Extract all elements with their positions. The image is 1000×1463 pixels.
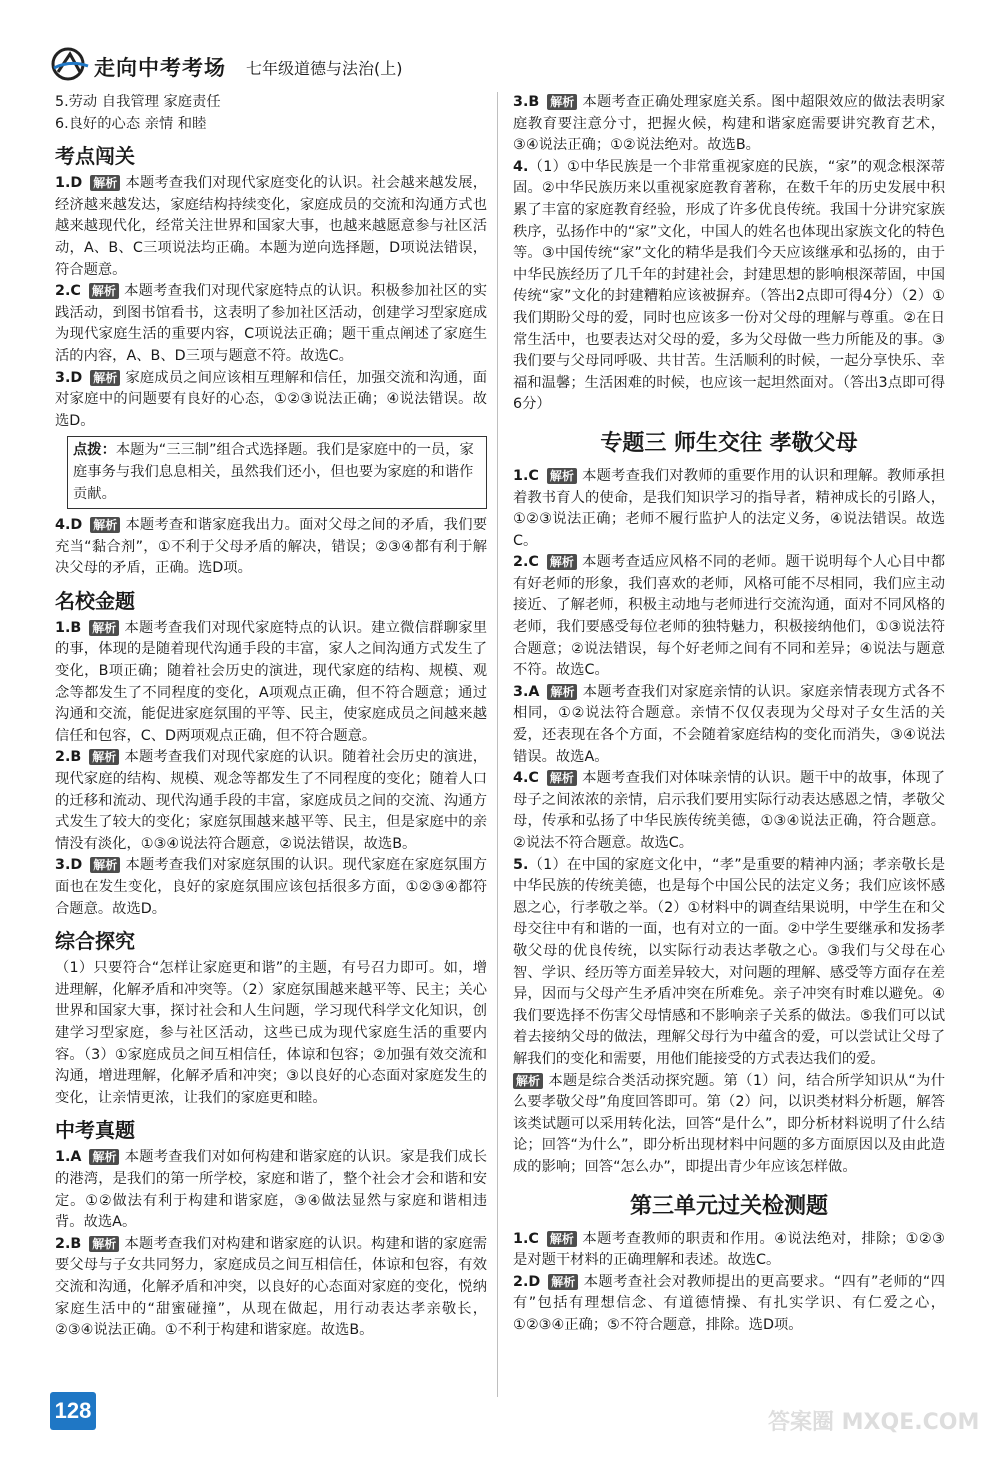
analysis-tag: 解析 bbox=[547, 468, 577, 484]
item-number: 2. bbox=[55, 749, 71, 766]
analysis-tag: 解析 bbox=[89, 283, 119, 299]
item-text: 本题考查教师的职责和作用。④说法绝对，排除；①②③是对题干材料的正确理解和表述。故选C。 bbox=[513, 1230, 945, 1269]
tip-text: 本题为“三三制”组合式选择题。我们是家庭中的一员，家庭事务与我们息息相关，虽然我们还小，但也要为家庭的和谐作贡献。 bbox=[73, 442, 474, 502]
answer-line: 6.良好的心态 亲情 和睦 bbox=[55, 115, 207, 132]
item-text: 本题考查适应风格不同的老师。题干说明每个人心目中都有好老师的形象，我们喜欢的老师，风格可能不尽相同，我们应主动接近、了解老师，积极主动地与老师进行交流沟通，面对不同风格的老师，我们要感受每位老师的独特魅力，积极接纳他们，①③说法符合题意；②说法错误，每个好老师之间有不同和差异；④说法与题意不符。故选C。 bbox=[513, 554, 945, 679]
topic-title: 专题三 师生交往 孝敬父母 bbox=[600, 429, 858, 456]
item-number: 2. bbox=[55, 283, 71, 300]
page-header bbox=[50, 44, 950, 88]
item-answer: C bbox=[528, 770, 539, 787]
item-answer: D bbox=[70, 369, 83, 386]
item-text: 本题考查和谐家庭我出力。面对父母之间的矛盾，我们要充当“黏合剂”，①不利于父母矛盾的解决，错误；②③④都有利于解决父母的矛盾，正确。选D项。 bbox=[55, 517, 487, 577]
section-title: 考点闯关 bbox=[55, 144, 135, 169]
section-title: 名校金题 bbox=[55, 588, 135, 613]
item-number: 2. bbox=[513, 1273, 529, 1290]
item-text: 本题考查我们对教师的重要作用的认识和理解。教师承担着教书育人的使命，是我们知识学习的指导者，精神成长的引路人，①②③说法正确；老师不履行监护人的法定义务，④说法错误。故选C。 bbox=[513, 467, 945, 549]
item-text: （1）①中华民族是一个非常重视家庭的民族，“家”的观念根深蒂固。②中华民族历来以重视家庭教育著称，在数千年的历史发展中积累了丰富的家庭教育经验，形成了许多优良传统。我国十分讲究家族秩序，弘扬作中的“家”文化，中国人的姓名也体现出家族文化的特色等。③中国传统“家”文化的精华是我们今天应该继承和弘扬的，由于中华民族经历了几千年的封建社会，封建思想的影响根深蒂固，中国传统“家”文化的封建糟粕应该被摒弃。（答出2点即可得4分）（2）①我们期盼父母的爱，同时也应该多一份对父母的理解与尊重。②在日常生活中，也要表达对父母的爱，多为父母做一些力所能及的事。③我们要与父母同呼吸、共甘苦。生活顺利的时候，一起分享快乐、幸福和温馨；生活困难的时候，也应该一起坦然面对。（答出3点即可得6分） bbox=[513, 158, 945, 413]
item-text: （1）在中国的家庭文化中，“孝”是重要的精神内涵；孝亲敬长是中华民族的传统美德，也是每个中国公民的法定义务；我们应该怀感恩之心，行孝敬之举。（2）①材料中的调查结果说明，中学生在和父母交往中有和谐的一面，也有对立的一面。②中学生要继承和发扬孝敬父母的优良传统，以实际行动表达孝敬之心。③我们与父母在心智、学识、经历等方面差异较大，对问题的理解、感受等方面存在差异，因而与父母产生矛盾冲突在所难免。亲子冲突有时难以避免。④我们要选择不伤害父母情感和不影响亲子关系的做法。⑤我们可以试着去接纳父母的做法，理解父母行为中蕴含的爱，可以尝试让父母了解我们的变化和需要，用他们能接受的方式表达我们的爱。 bbox=[513, 856, 945, 1067]
watermark-logo bbox=[760, 1405, 980, 1460]
item-answer: D bbox=[70, 517, 83, 534]
item-text: 本题考查我们对现代家庭特点的认识。积极参加社区的实践活动，到图书馆看书，这表明了参加社区活动，创建学习型家庭成为现代家庭生活的重要内容，C项说法正确；题干重点阐述了家庭生活的内容，A、B、D三项与题意不符。故选C。 bbox=[55, 283, 487, 364]
item-number: 1. bbox=[55, 1149, 71, 1166]
answer-item bbox=[513, 466, 945, 552]
item-text: 本题考查正确处理家庭关系。图中超限效应的做法表明家庭教育要注意分寸，把握火候，构建和谐家庭需要讲究教育艺术，③④说法正确；①②说法绝对。故选B。 bbox=[513, 94, 945, 154]
item-number: 3. bbox=[55, 857, 71, 874]
analysis-tag: 解析 bbox=[547, 684, 577, 700]
analysis-tag: 解析 bbox=[547, 1231, 577, 1247]
answer-item bbox=[513, 92, 945, 157]
answer-item bbox=[55, 1234, 487, 1342]
analysis-tag: 解析 bbox=[547, 554, 577, 570]
item-text: 本题考查我们对家庭氛围的认识。现代家庭在家庭氛围方面也在发生变化，良好的家庭氛围应该包括很多方面，①②③④都符合题意。故选D。 bbox=[55, 857, 487, 917]
analysis-tag: 解析 bbox=[90, 370, 120, 386]
item-number: 1. bbox=[55, 175, 71, 192]
book-logo-icon bbox=[50, 46, 90, 82]
item-number: 3. bbox=[513, 94, 529, 110]
item-number: 1. bbox=[55, 619, 71, 636]
tip-label: 点拨： bbox=[73, 442, 116, 459]
analysis-tag: 解析 bbox=[90, 175, 120, 191]
item-number: 4. bbox=[513, 158, 529, 175]
answer-item bbox=[55, 1147, 487, 1233]
tip-box bbox=[67, 436, 487, 509]
answer-item bbox=[513, 768, 945, 854]
item-number: 3. bbox=[513, 683, 529, 700]
item-number: 5. bbox=[513, 856, 529, 873]
answer-item bbox=[55, 368, 487, 433]
answer-line: 5.劳动 自我管理 家庭责任 bbox=[55, 94, 221, 110]
item-number: 3. bbox=[55, 369, 71, 386]
item-answer: D bbox=[528, 1273, 541, 1290]
column-divider bbox=[497, 92, 498, 1397]
item-text: 本题考查我们对体味亲情的认识。题干中的故事，体现了母子之间浓浓的亲情，启示我们要用实际行动表达感恩之情，孝敬父母，传承和弘扬了中华民族传统美德，①③④说法正确，符合题意。②说法不符合题意。故选C。 bbox=[513, 770, 945, 851]
answer-item bbox=[55, 281, 487, 367]
answer-item bbox=[55, 515, 487, 580]
item-text: 本题考查我们对如何构建和谐家庭的认识。家是我们成长的港湾，是我们的第一所学校，家庭和谐了，整个社会才会和谐和安定。①②做法有利于构建和谐家庭，③④做法显然与家庭和谐相违背。故选A。 bbox=[55, 1149, 487, 1231]
item-answer: B bbox=[528, 94, 540, 110]
item-number: 1. bbox=[513, 467, 529, 484]
item-number: 4. bbox=[55, 517, 71, 534]
item-answer: B bbox=[70, 619, 82, 636]
answer-item bbox=[513, 1272, 945, 1337]
watermark-text: 答案圈 MXQE.COM bbox=[768, 1410, 980, 1435]
item-answer: A bbox=[70, 1149, 82, 1166]
item-answer: A bbox=[528, 683, 540, 700]
analysis-tag: 解析 bbox=[89, 1236, 119, 1252]
right-column bbox=[513, 92, 945, 1336]
item-answer: C bbox=[528, 554, 539, 571]
answer-paragraph: （1）只要符合“怎样让家庭更和谐”的主题，有号召力即可。如，增进理解，化解矛盾和冲突等。（2）家庭氛围越来越平等、民主；关心世界和国家大事，探讨社会和人生问题，学习现代科学文化知识，创建学习型家庭，参与社区活动，这些已成为现代家庭生活的重要内容。（3）①家庭成员之间互相信任，体谅和包容；②加强有效交流和沟通，增进理解，化解矛盾和冲突；③以良好的心态面对家庭发生的变化，让亲情更浓，让我们的家庭更和睦。 bbox=[55, 960, 487, 1106]
item-number: 2. bbox=[513, 554, 529, 571]
analysis-tag: 解析 bbox=[513, 1073, 543, 1089]
answer-item bbox=[513, 157, 945, 416]
analysis-tag: 解析 bbox=[547, 770, 577, 786]
item-answer: D bbox=[70, 857, 83, 874]
item-answer: B bbox=[70, 749, 82, 766]
item-text: 本题考查社会对教师提出的更高要求。“四有”老师的“四有”包括有理想信念、有道德情操、有扎实学识、有仁爱之心，①②③④正确；⑤不符合题意，排除。选D项。 bbox=[513, 1273, 945, 1333]
analysis-tag: 解析 bbox=[548, 1274, 578, 1290]
item-number: 1. bbox=[513, 1230, 529, 1247]
unit-title: 第三单元过关检测题 bbox=[629, 1192, 828, 1219]
item-answer: B bbox=[70, 1235, 82, 1252]
answer-item bbox=[513, 855, 945, 1071]
item-answer: C bbox=[528, 1230, 539, 1247]
answer-item bbox=[513, 682, 945, 768]
item-answer: C bbox=[528, 467, 539, 484]
item-number: 2. bbox=[55, 1235, 71, 1252]
item-text: 本题考查我们对现代家庭变化的认识。社会越来越发展，经济越来越发达，家庭结构持续变化，家庭成员的交流和沟通方式也越来越现代化，经常关注世界和国家大事，也越来越愿意参与社区活动，A、B、C三项说法均正确。本题为逆向选择题，D项说法错误，符合题意。 bbox=[55, 175, 487, 278]
item-text: 本题是综合类活动探究题。第（1）问，结合所学知识从“为什么要孝敬父母”角度回答即可。第（2）问，以识类材料分析题，解答该类试题可以采用转化法，回答“是什么”，即分析材料说明了什么结论；回答“为什么”，即分析出现材料中问题的多方面原因以及由此造成的影响；回答“怎么办”，即提出青少年应该怎样做。 bbox=[513, 1072, 945, 1175]
answer-item bbox=[513, 1229, 945, 1272]
analysis-tag: 解析 bbox=[547, 94, 577, 110]
answer-item bbox=[55, 855, 487, 920]
page-number: 128 bbox=[50, 1392, 96, 1430]
item-text: 家庭成员之间应该相互理解和信任，加强交流和沟通，面对家庭中的问题要有良好的心态，①②③说法正确；④说法错误。故选D。 bbox=[55, 369, 487, 429]
book-brand: 走向中考考场 bbox=[94, 56, 226, 80]
analysis-paragraph bbox=[513, 1071, 945, 1179]
analysis-tag: 解析 bbox=[90, 517, 120, 533]
section-title: 综合探究 bbox=[55, 929, 135, 954]
analysis-tag: 解析 bbox=[89, 749, 119, 765]
item-text: 本题考查我们对家庭亲情的认识。家庭亲情表现方式各不相同，①②说法符合题意。亲情不仅仅表现为父母对子女生活的关爱，还表现在各个方面，不会随着家庭结构的变化而消失，③④说法错误。故选A。 bbox=[513, 683, 945, 765]
analysis-tag: 解析 bbox=[89, 620, 119, 636]
left-column bbox=[55, 92, 487, 1342]
item-answer: C bbox=[70, 283, 81, 300]
item-text: 本题考查我们对构建和谐家庭的认识。构建和谐的家庭需要父母与子女共同努力，家庭成员之间互相信任，体谅和包容，有效交流和沟通，化解矛盾和冲突，以良好的心态面对家庭的变化，悦纳家庭生活中的“甜蜜碰撞”，从现在做起，用行动表达孝亲敬长，②③④说法正确。①不利于构建和谐家庭。故选B。 bbox=[55, 1235, 487, 1339]
analysis-tag: 解析 bbox=[90, 857, 120, 873]
item-text: 本题考查我们对现代家庭的认识。随着社会历史的演进，现代家庭的结构、规模、观念等都发生了不同程度的变化；随着人口的迁移和流动、现代沟通手段的丰富，家庭成员之间的交流、沟通方式发生了较大的变化；家庭氛围越来越平等、民主，但是家庭中的亲情没有淡化，①③④说法符合题意，②说法错误，故选B。 bbox=[55, 749, 487, 852]
answer-item bbox=[55, 747, 487, 855]
answer-item bbox=[513, 552, 945, 682]
section-title: 中考真题 bbox=[55, 1118, 135, 1143]
answer-item bbox=[55, 618, 487, 748]
item-text: 本题考查我们对现代家庭特点的认识。建立微信群聊家里的事，体现的是随着现代沟通手段的丰富，家人之间沟通方式发生了变化，B项正确；随着社会历史的演进，现代家庭的结构、规模、观念等都发生了不同程度的变化，A项观点正确，但不符合题意；通过沟通和交流，能促进家庭氛围的平等、民主，使家庭成员之间越来越信任和包容，C、D两项观点正确，但不符合题意。 bbox=[55, 619, 487, 744]
answer-item bbox=[55, 173, 487, 281]
book-subtitle: 七年级道德与法治(上) bbox=[246, 59, 403, 78]
analysis-tag: 解析 bbox=[89, 1149, 119, 1165]
item-number: 4. bbox=[513, 770, 529, 787]
item-answer: D bbox=[70, 175, 83, 192]
